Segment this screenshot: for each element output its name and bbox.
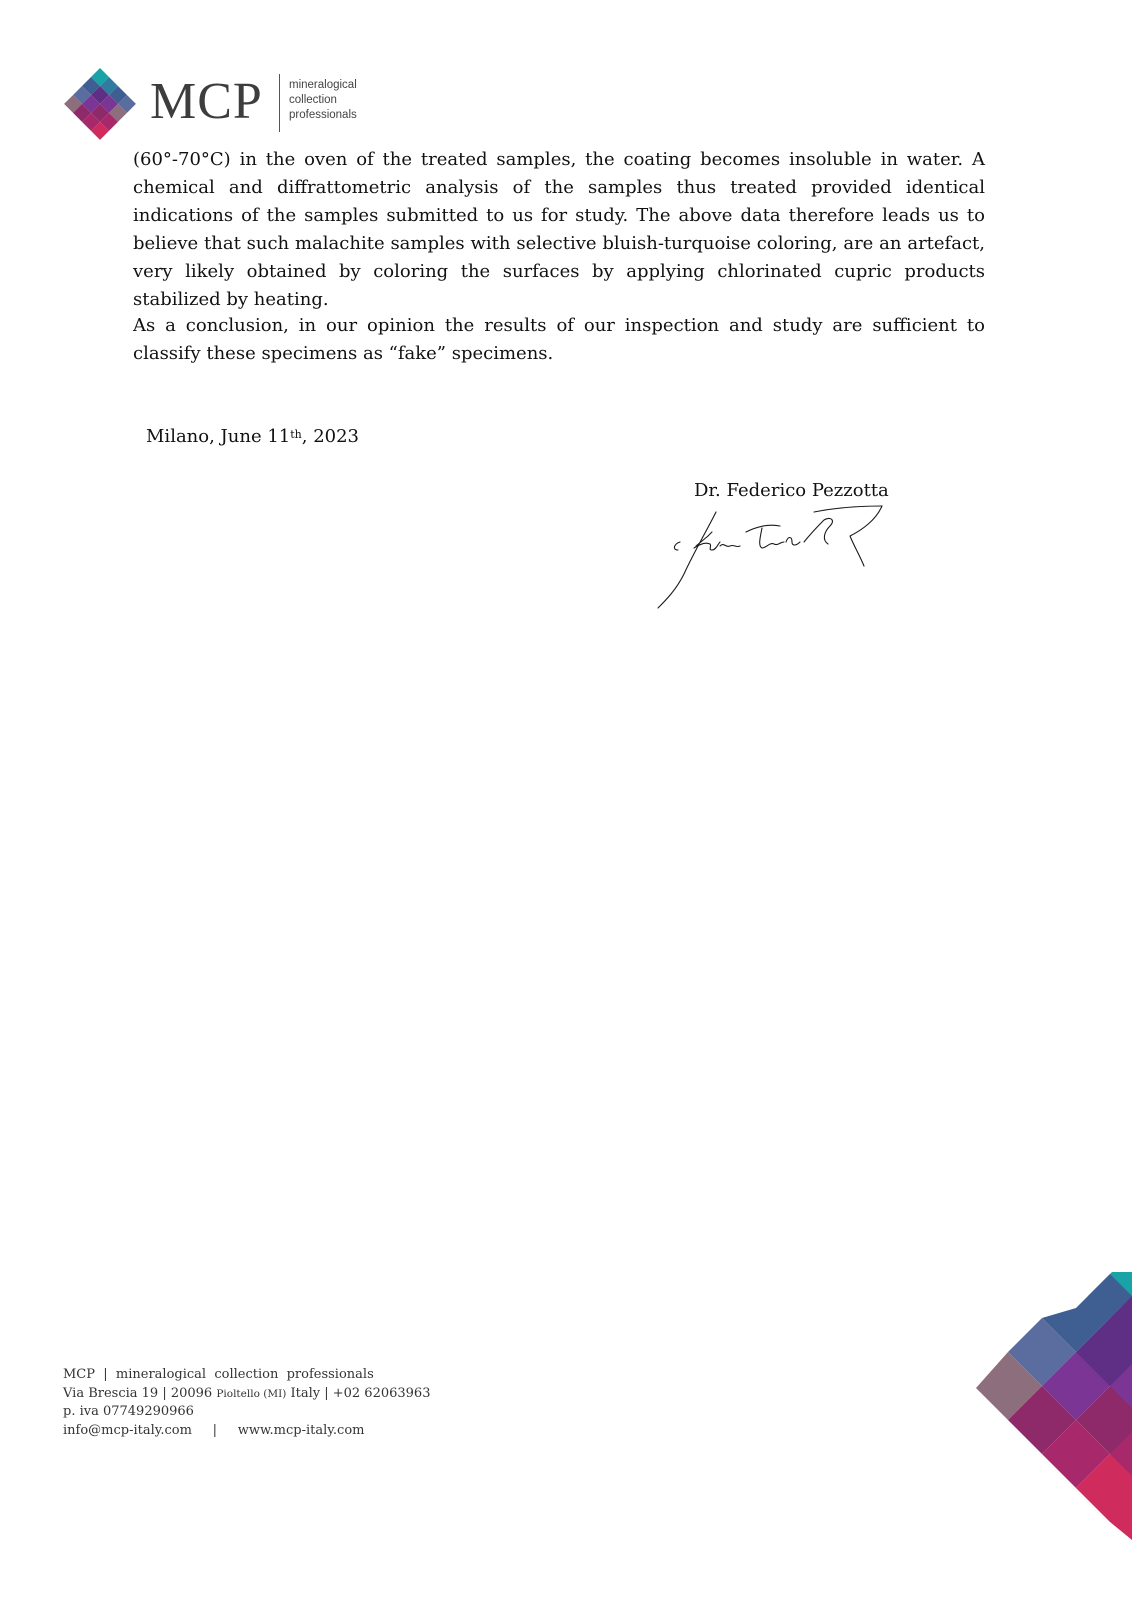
corner-mosaic-decoration — [976, 1272, 1132, 1540]
date-ordinal: th — [290, 428, 302, 441]
footer-company-line: MCP | mineralogical collection professionals — [63, 1367, 374, 1382]
date-suffix: , 2023 — [301, 426, 360, 447]
footer-address-line — [63, 1385, 430, 1404]
conclusion-paragraph: As a conclusion, in our opinion the results of our inspection and study are sufficient to classify these specimens as “fake” specimens. — [133, 315, 985, 364]
address-street: Via Brescia 19 | 20096 — [63, 1385, 217, 1401]
date-prefix: Milano, June 11 — [146, 426, 291, 447]
footer-separator: | — [212, 1422, 218, 1438]
signer-name: Dr. Federico Pezzotta — [694, 480, 889, 501]
address-city: Pioltello (MI) — [216, 1387, 287, 1400]
logo-wordmark: MCP — [150, 73, 263, 130]
company-logo — [64, 68, 384, 138]
footer-vat-line: p. iva 07749290966 — [63, 1404, 194, 1419]
tagline-line: collection — [289, 94, 337, 106]
logo-divider — [279, 74, 280, 132]
footer-website: www.mcp-italy.com — [237, 1422, 365, 1438]
tagline-line: mineralogical — [289, 79, 357, 91]
footer-email: info@mcp-italy.com — [63, 1422, 192, 1438]
mcp-diamond-logo-icon — [64, 68, 136, 140]
handwritten-signature — [654, 502, 886, 614]
document-date — [146, 421, 359, 451]
address-country-phone: Italy | +02 62063963 — [286, 1385, 431, 1401]
body-paragraph: (60°-70°C) in the oven of the treated samples, the coating becomes insoluble in water. A chemical and diffrattometric analysis of the samples thus treated provided identical indications of the samples submitted to us for study. The above data therefore leads us to believe that such malachite samples with selective bluish-turquoise coloring, are an artefact, very likely obtained by coloring the surfaces by applying chlorinated cupric products stabilized by heating. — [133, 149, 985, 310]
tagline-line: professionals — [289, 109, 357, 121]
footer-contact — [63, 1366, 430, 1440]
footer-web-line — [63, 1422, 430, 1441]
logo-tagline — [289, 78, 357, 123]
